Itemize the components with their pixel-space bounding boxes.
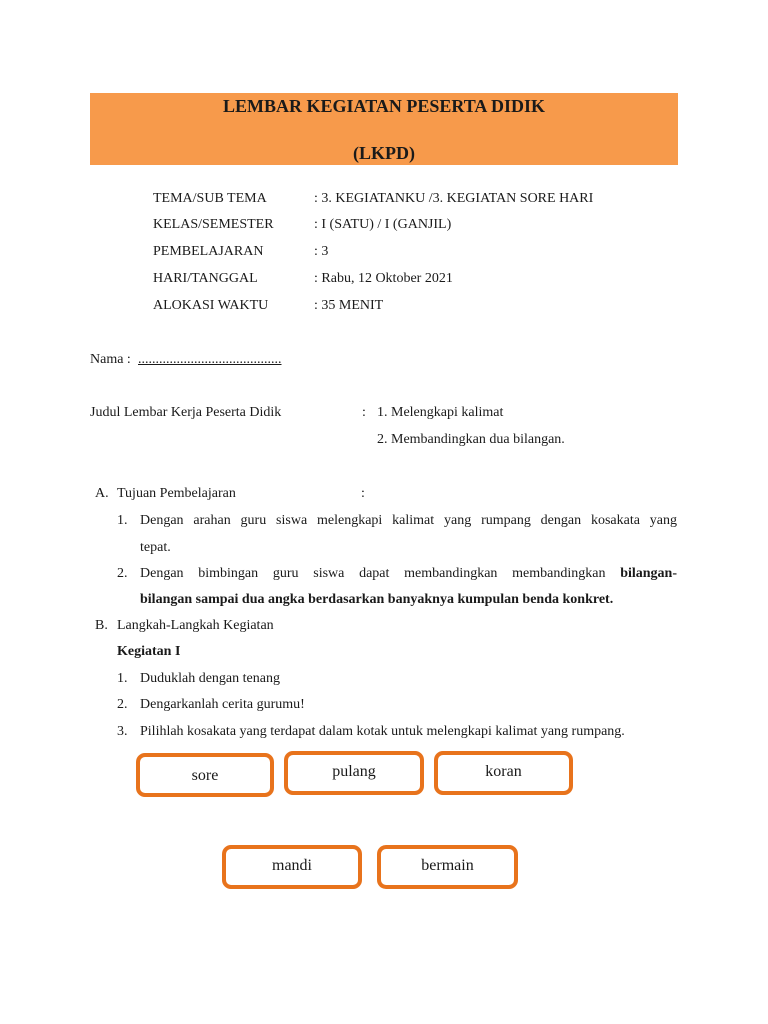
- section-a-colon: :: [361, 486, 365, 501]
- goal-1-line-2: tepat.: [140, 540, 171, 555]
- nama-blank-field[interactable]: .........................................: [138, 352, 282, 367]
- info-value-waktu: : 35 MENIT: [314, 298, 384, 313]
- goal-2-line-1-text: Dengan bimbingan guru siswa dapat membandingkan membandingkan: [140, 566, 606, 581]
- step-2-number: 2.: [117, 697, 128, 712]
- word-box-pulang[interactable]: [284, 751, 424, 795]
- activity-heading: Kegiatan I: [117, 644, 181, 659]
- section-b-marker: B.: [95, 618, 108, 633]
- step-2-text: Dengarkanlah cerita gurumu!: [140, 697, 305, 712]
- goal-2-line-2: bilangan sampai dua angka berdasarkan banyaknya kumpulan benda konkret.: [140, 592, 614, 607]
- document-subtitle: (LKPD): [353, 143, 415, 163]
- info-label-pembelajaran: PEMBELAJARAN: [153, 244, 264, 259]
- word-box-label: sore: [191, 767, 219, 784]
- goal-2-number: 2.: [117, 566, 128, 581]
- word-box-mandi[interactable]: [222, 845, 362, 889]
- step-1-number: 1.: [117, 671, 128, 686]
- word-box-label: bermain: [421, 857, 474, 874]
- judul-item-1: 1. Melengkapi kalimat: [377, 405, 504, 420]
- judul-label: Judul Lembar Kerja Peserta Didik: [90, 405, 282, 420]
- info-label-waktu: ALOKASI WAKTU: [153, 298, 269, 313]
- info-label-kelas: KELAS/SEMESTER: [153, 217, 274, 232]
- judul-colon: :: [362, 405, 366, 420]
- section-b-title: Langkah-Langkah Kegiatan: [117, 618, 274, 633]
- step-1-text: Duduklah dengan tenang: [140, 671, 280, 686]
- info-value-tanggal: : Rabu, 12 Oktober 2021: [314, 271, 453, 286]
- word-box-label: pulang: [332, 763, 376, 780]
- word-box-sore[interactable]: [136, 753, 274, 797]
- goal-2-line-1: [140, 566, 677, 582]
- word-box-label: koran: [485, 763, 522, 780]
- word-box-bermain[interactable]: [377, 845, 518, 889]
- goal-2-line-1-bold: bilangan-: [620, 566, 678, 581]
- info-label-tanggal: HARI/TANGGAL: [153, 271, 258, 286]
- lkpd-header: [90, 93, 678, 165]
- info-label-tema: TEMA/SUB TEMA: [153, 191, 267, 206]
- info-value-kelas: : I (SATU) / I (GANJIL): [314, 217, 452, 232]
- info-value-tema: : 3. KEGIATANKU /3. KEGIATAN SORE HARI: [314, 191, 594, 206]
- word-box-koran[interactable]: [434, 751, 573, 795]
- goal-1-line-1: Dengan arahan guru siswa melengkapi kalimat yang rumpang dengan kosakata yang: [140, 513, 677, 528]
- section-a-title: Tujuan Pembelajaran: [117, 486, 236, 501]
- info-value-pembelajaran: : 3: [314, 244, 329, 259]
- judul-item-2: 2. Membandingkan dua bilangan.: [377, 432, 565, 447]
- word-box-label: mandi: [272, 857, 312, 874]
- step-3-text: Pilihlah kosakata yang terdapat dalam kotak untuk melengkapi kalimat yang rumpang.: [140, 724, 625, 739]
- step-3-number: 3.: [117, 724, 128, 739]
- document-title: LEMBAR KEGIATAN PESERTA DIDIK: [223, 96, 545, 116]
- section-a-marker: A.: [95, 486, 109, 501]
- goal-1-number: 1.: [117, 513, 128, 528]
- nama-label: Nama :: [90, 352, 131, 367]
